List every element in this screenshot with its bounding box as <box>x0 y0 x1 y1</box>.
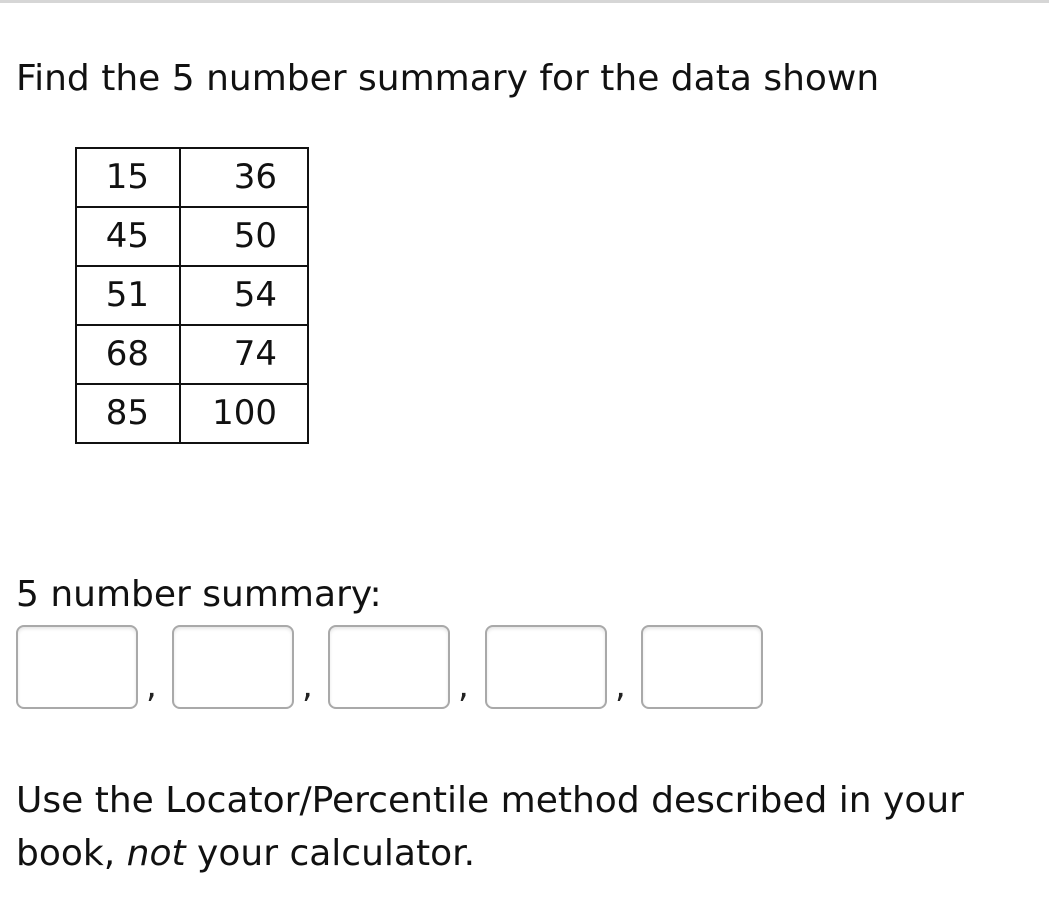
table-cell: 74 <box>180 325 308 384</box>
summary-label: 5 number summary: <box>16 574 382 615</box>
table-cell: 68 <box>76 325 180 384</box>
table-cell: 54 <box>180 266 308 325</box>
answer-input-median[interactable] <box>328 625 450 709</box>
table-row <box>76 148 308 207</box>
top-divider <box>0 0 1049 3</box>
answer-input-q3[interactable] <box>485 625 607 709</box>
table-cell: 85 <box>76 384 180 443</box>
instructions-text-part: your calculator. <box>185 833 476 874</box>
separator-comma: , <box>615 666 626 706</box>
data-table <box>75 147 309 444</box>
instructions-text <box>16 774 1036 880</box>
instructions-emphasis: not <box>126 833 186 874</box>
table-row <box>76 384 308 443</box>
question-text: Find the 5 number summary for the data shown <box>16 58 880 99</box>
table-cell: 45 <box>76 207 180 266</box>
answer-input-q1[interactable] <box>172 625 294 709</box>
table-row <box>76 266 308 325</box>
table-cell: 51 <box>76 266 180 325</box>
table-cell: 50 <box>180 207 308 266</box>
answer-input-max[interactable] <box>641 625 763 709</box>
table-cell: 36 <box>180 148 308 207</box>
table-row <box>76 325 308 384</box>
answer-input-min[interactable] <box>16 625 138 709</box>
separator-comma: , <box>302 666 313 706</box>
table-row <box>76 207 308 266</box>
answer-row <box>16 625 776 715</box>
instructions-text-part: Use the Locator/Percentile method described in your book, <box>16 780 964 874</box>
separator-comma: , <box>458 666 469 706</box>
table-cell: 15 <box>76 148 180 207</box>
table-cell: 100 <box>180 384 308 443</box>
separator-comma: , <box>146 666 157 706</box>
